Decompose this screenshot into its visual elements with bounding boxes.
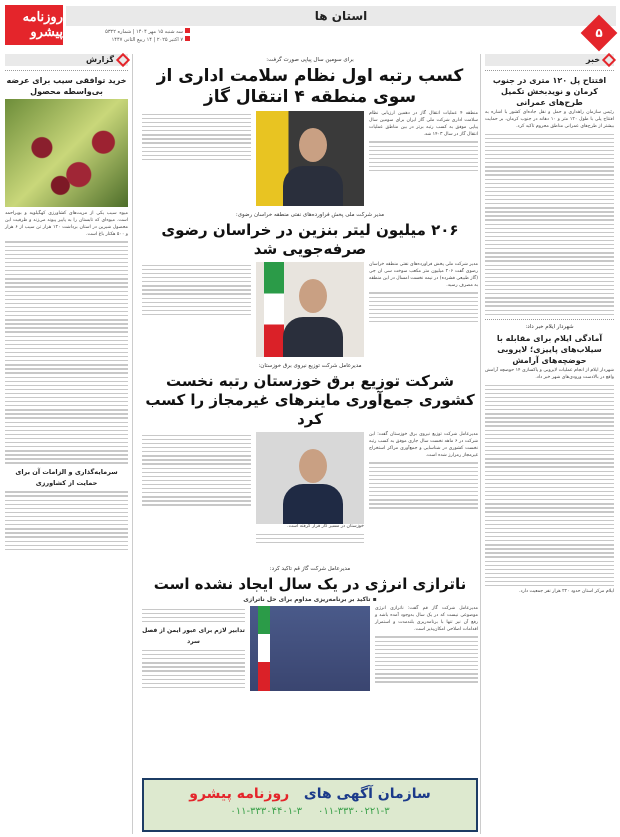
main-column <box>142 54 478 834</box>
apple-photo <box>5 99 128 207</box>
article-body <box>369 141 478 171</box>
report-column <box>5 54 133 834</box>
article-body <box>142 650 245 688</box>
article-title[interactable]: آمادگی ایلام برای مقابله با سیلاب‌های پاییزی؛ لایروبی حوضچه‌های آرامش <box>496 333 603 365</box>
ceremony-photo <box>250 606 370 691</box>
caption-body <box>256 534 364 543</box>
ad-paper-label: روزنامه پیشرو <box>189 786 290 802</box>
column-tag <box>485 54 614 66</box>
article-kicker: مدیرعامل شرکت گاز قم تاکید کرد: <box>269 566 351 572</box>
page-number: ۵ <box>595 26 603 40</box>
headline[interactable]: شرکت توزیع برق خوزستان رتبه نخست کشوری جمع‌آوری ماینرهای غیرمجاز را کسب کرد <box>145 372 475 428</box>
article-subhead: تدابیر لازم برای عبور ایمن از فصل سرد <box>142 627 245 646</box>
date-gregorian: ۷ اکتبر ۲۰۲۵ | ۱۴ ربیع الثانی ۱۴۴۷ <box>111 37 183 43</box>
tag-label: خبر <box>585 55 600 64</box>
article-body <box>142 435 251 506</box>
bullet-icon <box>185 36 190 41</box>
ad-phone-2: ۰۱۱-۳۳۳۰۴۴۰۱-۳ <box>230 806 303 817</box>
article-lead: میوه سیب یکی از مزیت‌های کشاورزی کهگیلویه و بویراحمد است. میوه‌ای که تابستان را به پاییز پیوند می‌زند و ظرفیت این محصول شیرین در استان برداشت ۱۲۰ هزار تن سیب از ۶ هزار و ۵۰۰ هکتار باغ است. <box>5 211 128 237</box>
article-title[interactable]: افتتاح پل ۱۲۰ متری در جنوب کرمان و نویدبخش تکمیل طرح‌های عمرانی <box>492 76 607 107</box>
article-kicker: برای سومین سال پیاپی صورت گرفت: <box>266 57 354 63</box>
article-body <box>5 241 128 463</box>
column-tag <box>5 54 128 66</box>
article-lead: رئیس سازمان راهداری و حمل و نقل جاده‌ای کشور با اشاره به افتتاح پلی با طول ۱۲۰ متر و ۱۰ دهانه در جنوب کرمان، بر حمایت بیشتر از طرح‌های عمرانی مناطق محروم تاکید کرد. <box>485 110 615 129</box>
official-photo <box>256 262 364 357</box>
speaker-photo <box>256 111 364 206</box>
newspaper-logo: روزنامه پیشرو <box>5 5 63 45</box>
article-end: ایلام مرکز استان حدود ۲۲۰ هزار نفر جمعیت دارد. <box>519 589 614 595</box>
date-persian: سه شنبه ۱۵ مهر ۱۴۰۴ | شماره ۵۳۲۲ <box>105 29 183 35</box>
article-body <box>142 114 251 160</box>
article-subhead: سرمایه‌گذاری و الزامات آن برای حمایت از کشاورزی <box>15 467 118 487</box>
article-body <box>375 636 478 682</box>
article-body <box>485 134 614 315</box>
ceo-photo <box>256 432 364 524</box>
article-lead: مدیرعامل شرکت توزیع نیروی برق خوزستان گفت: این شرکت در ۶ ماهه نخست سال جاری موفق به کسب رتبه نخست کشوری در شناسایی و جمع‌آوری مراکز استخراج غیرمجاز رمزارز شده است. <box>369 432 478 458</box>
divider <box>485 319 614 320</box>
section-title: استان ها <box>66 6 616 26</box>
article-body <box>5 491 128 550</box>
diamond-icon <box>116 53 130 67</box>
article-body <box>369 292 478 322</box>
headline[interactable]: ناترازی انرژی در یک سال ایجاد نشده است <box>153 575 467 593</box>
page-header <box>0 0 620 50</box>
article-kicker: مدیرعامل شرکت توزیع نیروی برق خوزستان: <box>258 363 362 369</box>
article-title[interactable]: خرید توافقی سیب برای عرضه بی‌واسطه محصول <box>6 76 127 96</box>
ad-phone-1: ۰۱۱-۳۳۳۰۰۲۲۱-۳ <box>317 806 390 817</box>
dateline <box>70 28 190 44</box>
diamond-icon <box>602 53 616 67</box>
article-lead: مدیرعامل شرکت گاز قم گفت: ناترازی انرژی موضوعی نیست که در یک سال به‌وجود آمده باشد و رفع آن نیز تنها با برنامه‌ریزی بلندمدت و استمرار اقدامات اصلاحی امکان‌پذیر است. <box>375 606 478 632</box>
headline[interactable]: کسب رتبه اول نظام سلامت اداری از سوی منطقه ۴ انتقال گاز <box>156 66 464 107</box>
article-lead: شهردار ایلام از انجام عملیات لایروبی و پاکسازی ۱۴ حوضچه آرامش واقع در بالادست ورودی‌های شهر خبر داد. <box>485 367 614 380</box>
ad-org-label: سازمان آگهی های <box>303 786 431 802</box>
article-body <box>485 385 614 587</box>
bullet-icon <box>185 28 190 33</box>
news-column <box>480 54 614 834</box>
article-lead: منطقه ۴ عملیات انتقال گاز در دهمین ارزیابی نظام سلامت اداری شرکت ملی گاز ایران برای سومین سال پیاپی موفق به کسب رتبه برتر در بین مناطق عملیات انتقال گاز در سال ۱۴۰۳ شد. <box>369 111 478 137</box>
divider <box>485 70 614 71</box>
article-body <box>142 609 245 623</box>
tag-label: گزارش <box>85 55 114 64</box>
article-body <box>369 462 478 508</box>
advertising-banner[interactable] <box>142 778 478 832</box>
page-number-badge <box>581 15 618 52</box>
divider <box>5 70 128 71</box>
article-kicker: مدیر شرکت ملی پخش فراورده‌های نفتی منطقه خراسان رضوی: <box>235 212 385 218</box>
article-body <box>142 265 251 315</box>
article-kicker: شهردار ایلام خبر داد: <box>525 323 574 330</box>
article-subtitle: ▪ تاکید بر برنامه‌ریزی مداوم برای حل ناترازی <box>243 596 377 603</box>
headline[interactable]: ۲۰۶ میلیون لیتر بنزین در خراسان رضوی صرفه‌جویی شد <box>161 221 459 258</box>
photo-caption: خوزستان در مسیر کار قرار گرفته است. <box>287 524 364 529</box>
article-lead: مدیر شرکت ملی پخش فراورده‌های نفتی منطقه خراسان رضوی گفت ۲۰۶ میلیون متر مکعب سوخت سی ان جی (گاز طبیعی فشرده) در نیمه نخست امسال در این منطقه به مصرف رسید. <box>369 262 479 288</box>
